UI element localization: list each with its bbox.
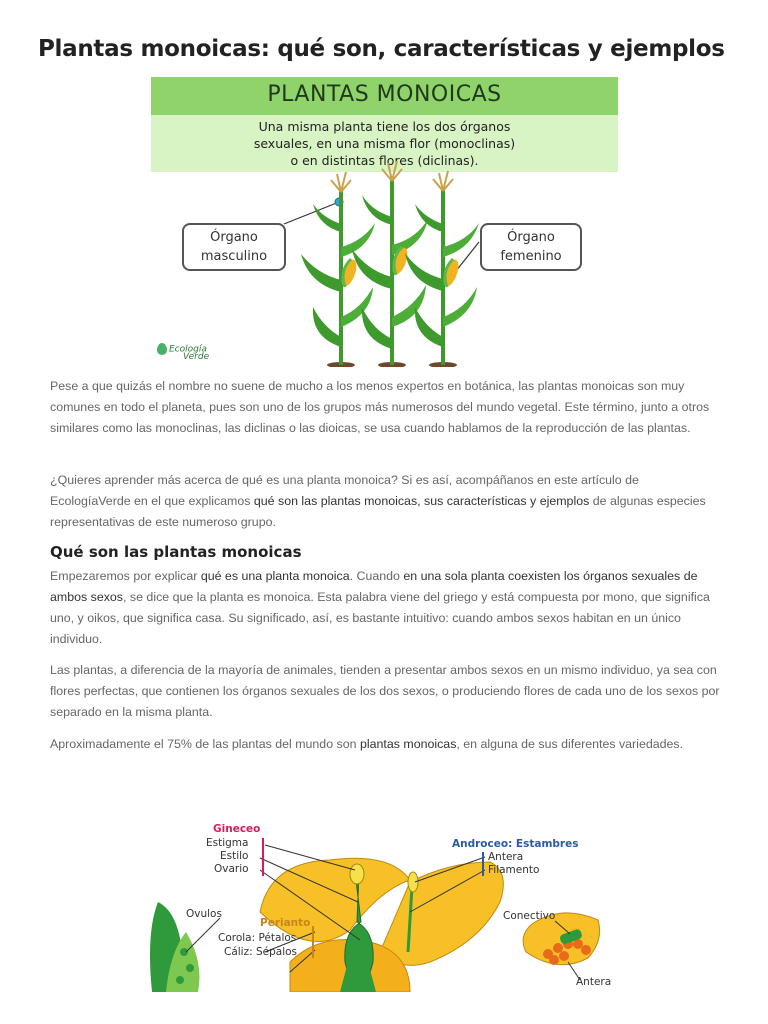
- logo-line: Verde: [183, 352, 210, 362]
- section-heading: Qué son las plantas monoicas: [50, 543, 302, 561]
- filamento-label: Filamento: [488, 864, 540, 876]
- leaf-drop-icon: [157, 343, 167, 355]
- male-organ-label-line: masculino: [200, 249, 268, 264]
- subtitle-line: sexuales, en una misma flor (monoclinas): [253, 136, 516, 151]
- estigma-label: Estigma: [206, 837, 249, 849]
- conectivo-label: Conectivo: [503, 910, 556, 922]
- androceo-label: Androceo: Estambres: [452, 838, 579, 850]
- male-organ-label: [182, 223, 286, 271]
- ecologia-verde-logo: [157, 343, 210, 362]
- monoecious-plants-infographic: [151, 77, 618, 367]
- paragraph-text: ¿Quieres aprender más acerca de qué es una planta monoica? Si es así, acompáñanos en este artículo de EcologíaVerde en el que explicamos: [50, 473, 639, 508]
- intro-paragraph: Pese a que quizás el nombre no suene de mucho a los menos expertos en botánica, las plantas monoicas son muy comunes en todo el planeta, pues son uno de los grupos más numerosos del mundo vegetal. Este término, junto a otros similares como las monoclinas, las diclinas o las dioicas, se usa cuando hablamos de la reproducción de las plantas.: [50, 379, 710, 435]
- female-organ-label-line: femenino: [500, 249, 562, 264]
- percentage-paragraph: [50, 734, 720, 755]
- male-organ-label-line: Órgano: [210, 230, 258, 245]
- paragraph-text: de algunas especies representativas de este numeroso grupo.: [50, 494, 706, 529]
- corn-plants-illustration: [151, 77, 618, 367]
- paragraph-text: Aproximadamente el 75% de las plantas del mundo son: [50, 737, 360, 751]
- highlighted-text: en una sola planta coexisten los órganos sexuales de ambos sexos: [50, 569, 698, 604]
- antera-label: Antera: [488, 851, 524, 863]
- highlighted-text: plantas monoicas: [359, 737, 457, 751]
- corola-label: Corola: Pétalos: [218, 932, 297, 944]
- female-organ-label-line: Órgano: [507, 230, 555, 245]
- paragraph-text: , se dice que la planta es monoica. Esta palabra viene del griego y está compuesta por mono, que significa uno, y oikos, que significa casa. Su significado, así, es bastante intuitivo: cuando ambos sexos habitan en un único individuo.: [50, 590, 710, 646]
- ovario-label: Ovario: [214, 863, 249, 875]
- sexes-paragraph: Las plantas, a diferencia de la mayoría de animales, tienden a presentar ambos sexos en un mismo individuo, ya sea con flores perfectas, que contienen los órganos sexuales de los dos sexos, o produciendo flores de cada uno de los sexos por separado en la misma planta.: [50, 663, 720, 719]
- paragraph-text: , en alguna de sus diferentes variedades.: [456, 737, 684, 751]
- paragraph-text: Empezaremos por explicar: [50, 569, 201, 583]
- page-title: Plantas monoicas: qué son, características y ejemplos: [38, 36, 725, 62]
- antera-section-label: Antera: [576, 976, 612, 988]
- ovulos-label: Ovulos: [186, 908, 222, 920]
- caliz-label: Cáliz: Sépalos: [224, 946, 298, 958]
- logo-line: Ecología: [169, 344, 207, 355]
- definition-paragraph: [50, 566, 720, 650]
- paragraph-text: . Cuando: [349, 569, 404, 583]
- highlighted-text: qué son las plantas monoicas, sus características y ejemplos: [253, 494, 590, 508]
- infographic-header-text: PLANTAS MONOICAS: [267, 82, 502, 107]
- gineceo-label: Gineceo: [213, 823, 261, 835]
- highlighted-text: qué es una planta monoica: [200, 569, 350, 583]
- subtitle-line: Una misma planta tiene los dos órganos: [258, 119, 511, 134]
- estilo-label: Estilo: [220, 850, 249, 862]
- article-intro-paragraph: [50, 470, 720, 533]
- subtitle-line: o en distintas flores (diclinas).: [290, 153, 479, 168]
- flower-anatomy-diagram: [150, 812, 620, 992]
- perianto-label: Perianto: [260, 917, 311, 929]
- female-organ-label: [480, 223, 582, 271]
